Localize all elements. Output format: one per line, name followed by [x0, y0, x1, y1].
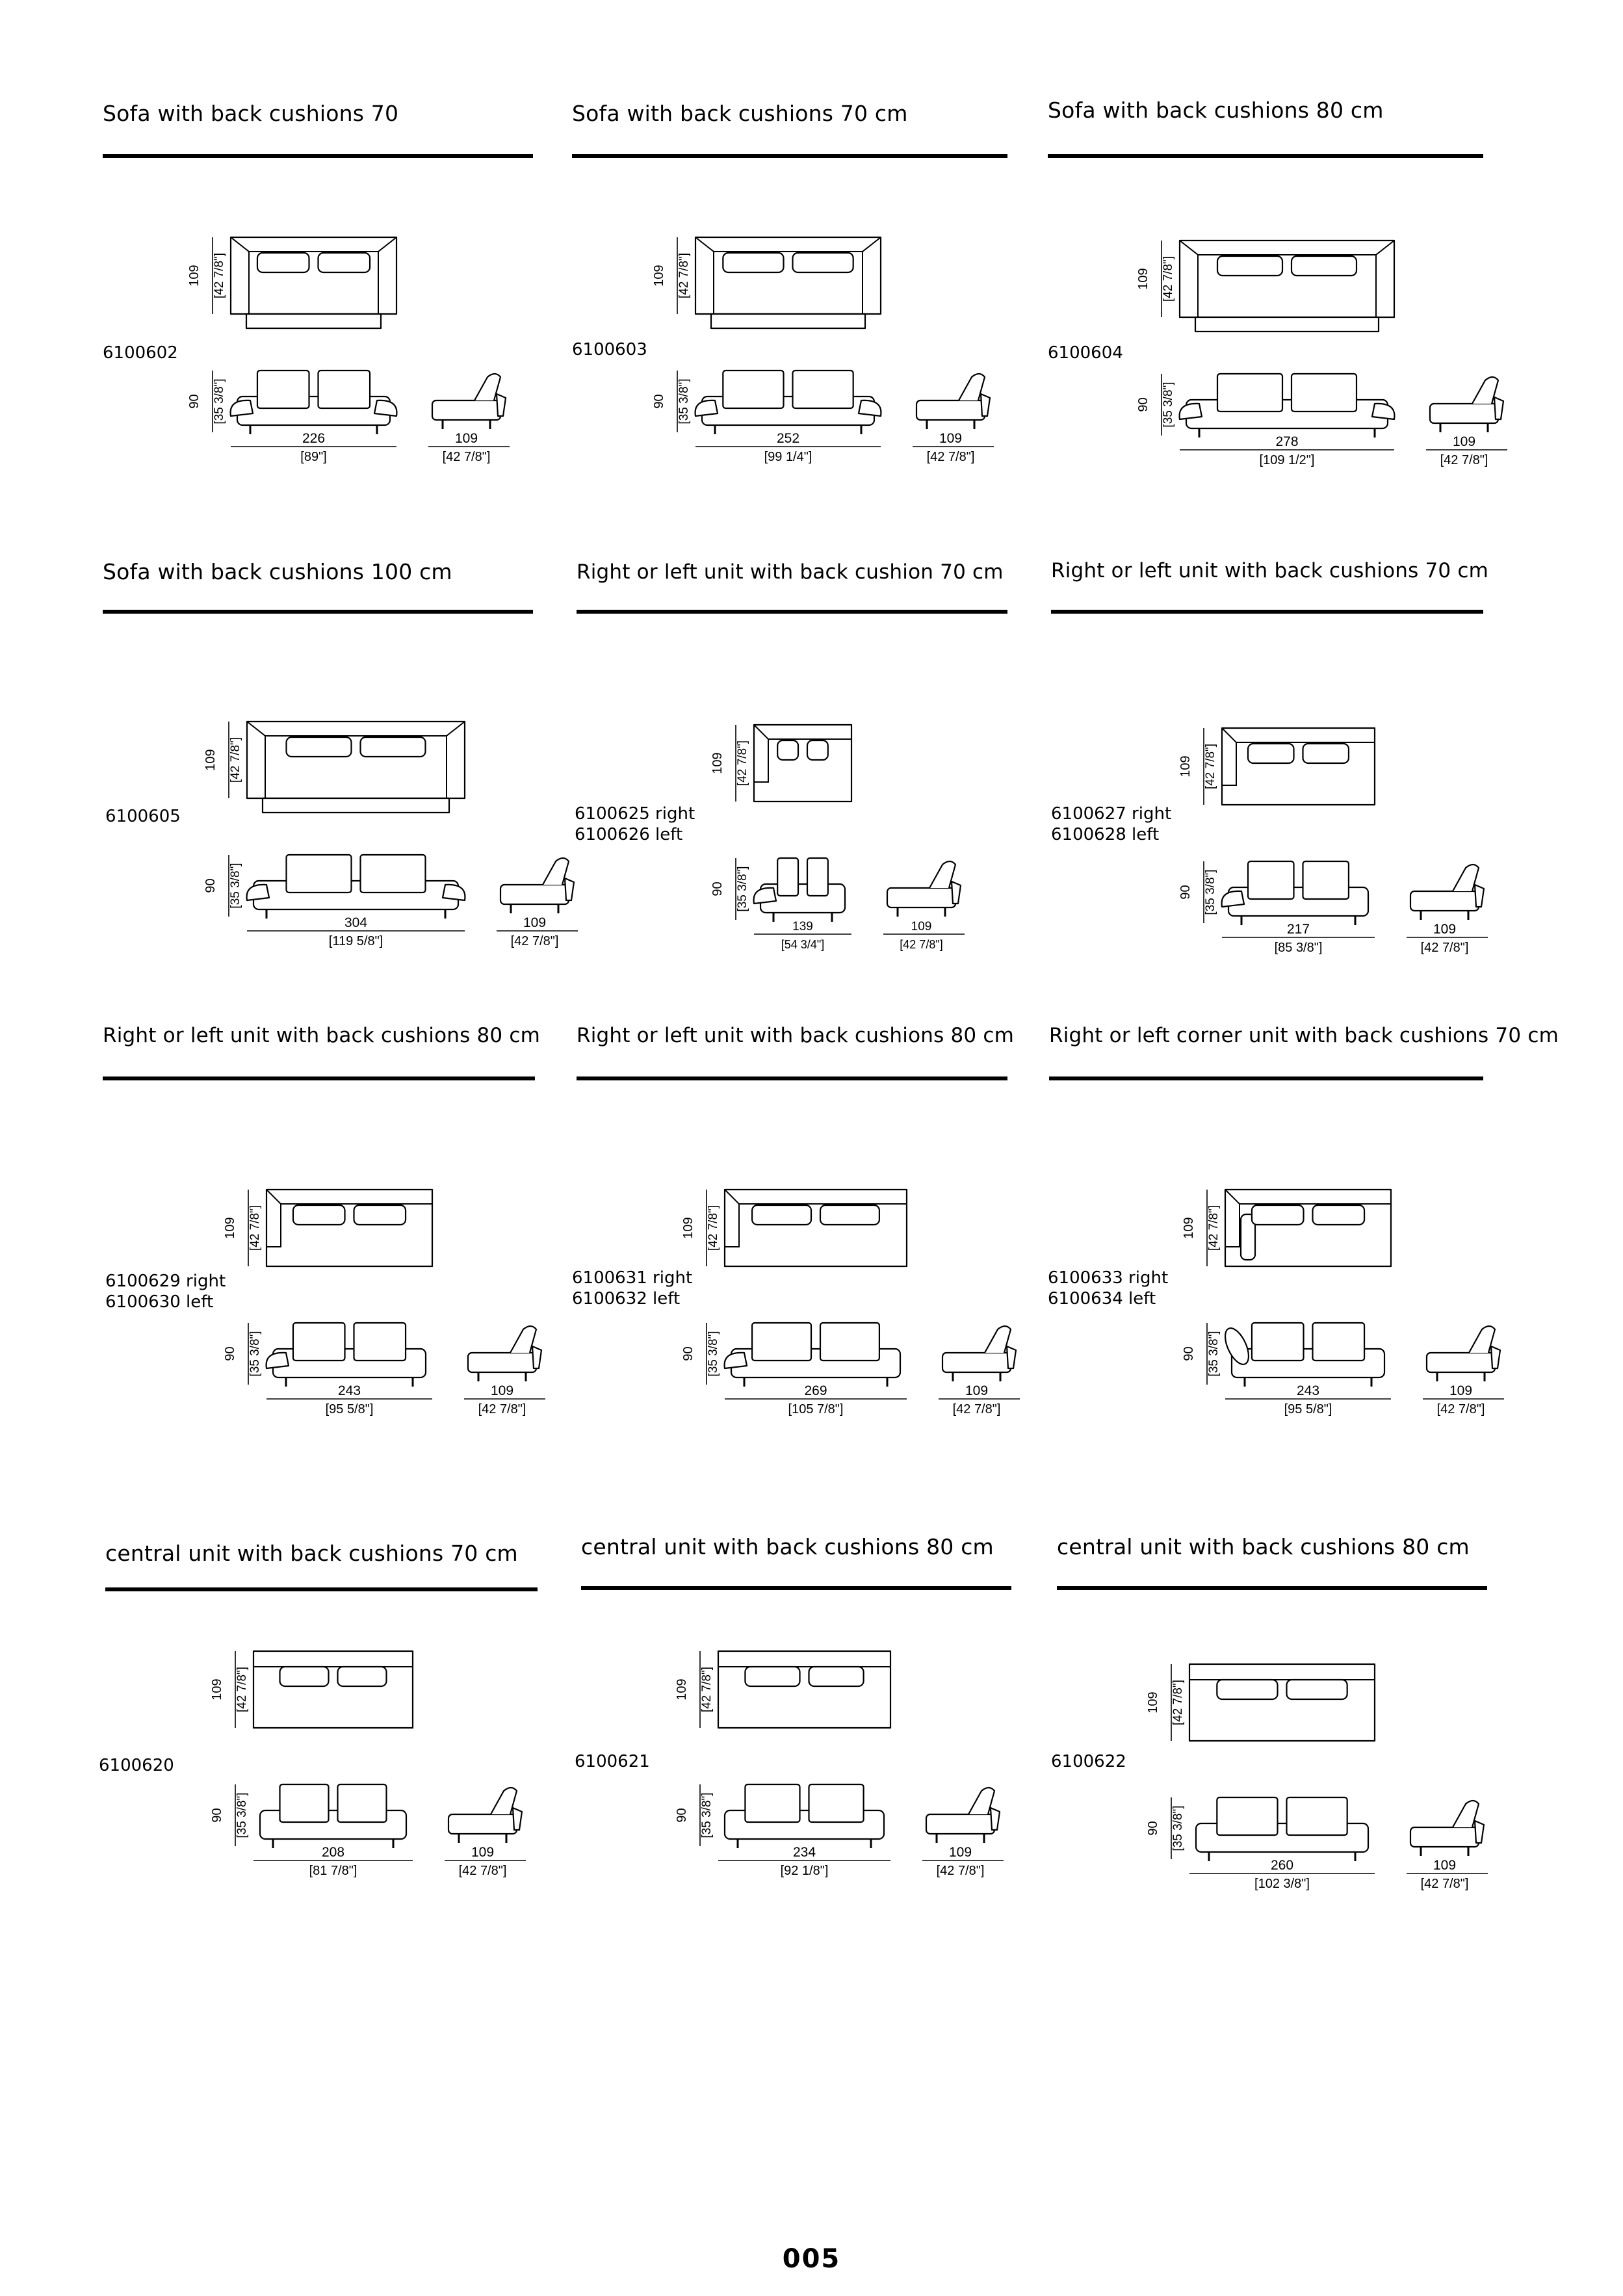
side-depth-value: 109 [965, 1383, 989, 1398]
width-value: 260 [1270, 1858, 1294, 1873]
height-inches: [35 3/8"] [235, 1792, 249, 1838]
back-cushion [809, 1784, 864, 1822]
height-value: 90 [1178, 885, 1193, 900]
product-code: 6100602 [103, 343, 178, 363]
title-rule [577, 610, 1007, 614]
sofa-drawing [666, 1645, 1017, 1882]
top-view-outline [695, 237, 881, 314]
side-arm [497, 394, 506, 416]
width-inches: [99 1/4"] [764, 450, 812, 464]
left-armrest [1222, 891, 1244, 907]
plan-cushion [1287, 1680, 1347, 1699]
item-title: Sofa with back cushions 80 cm [1048, 98, 1384, 123]
side-arm [981, 394, 990, 416]
side-seat [1410, 1827, 1479, 1847]
plan-cushion [777, 740, 798, 760]
top-view-outline [1180, 241, 1394, 317]
side-arm [1494, 397, 1503, 419]
width-value: 243 [1296, 1383, 1320, 1398]
depth-value: 109 [223, 1217, 237, 1239]
side-seat [448, 1814, 517, 1834]
back-cushion [1313, 1323, 1365, 1361]
width-inches: [54 3/4"] [781, 938, 825, 951]
sofa-drawing [702, 718, 975, 965]
product-code: 6100604 [1048, 343, 1123, 363]
depth-inches: [42 7/8"] [677, 252, 691, 299]
item-title: central unit with back cushions 80 cm [581, 1534, 994, 1559]
depth-value: 109 [652, 265, 666, 287]
height-inches: [35 3/8"] [213, 378, 226, 424]
item-title: Sofa with back cushions 70 cm [572, 101, 908, 126]
side-depth-inches: [42 7/8"] [1436, 1402, 1485, 1416]
top-view-outline [247, 722, 465, 798]
height-inches: [35 3/8"] [700, 1792, 714, 1838]
sofa-drawing [214, 1183, 565, 1417]
sofa-drawing [179, 231, 549, 497]
item-title: central unit with back cushions 70 cm [105, 1541, 518, 1566]
plan-cushion [1252, 1205, 1304, 1225]
back-cushion [287, 855, 352, 893]
height-inches: [35 3/8"] [229, 863, 242, 909]
width-inches: [85 3/8"] [1274, 941, 1323, 955]
title-rule [103, 610, 533, 614]
back-cushion [1252, 1323, 1304, 1361]
depth-value: 109 [210, 1678, 224, 1701]
back-cushion [1217, 374, 1282, 411]
side-depth-inches: [42 7/8"] [510, 934, 559, 948]
sofa-drawing [673, 1183, 1037, 1417]
side-depth-inches: [42 7/8"] [926, 450, 975, 464]
height-value: 90 [652, 394, 666, 409]
back-cushion [793, 371, 853, 408]
item-title: Right or left corner unit with back cushions 70 cm [1049, 1024, 1559, 1047]
width-value: 252 [776, 431, 800, 446]
side-depth-value: 109 [911, 920, 932, 933]
plan-cushion [1248, 744, 1293, 763]
height-value: 90 [1182, 1346, 1196, 1361]
width-inches: [119 5/8"] [328, 934, 383, 948]
seat-body [253, 881, 458, 909]
width-value: 217 [1286, 922, 1310, 937]
title-rule [105, 1587, 538, 1591]
height-value: 90 [1146, 1821, 1160, 1836]
depth-inches: [42 7/8"] [1162, 255, 1175, 302]
plan-cushion [1217, 1680, 1277, 1699]
plan-cushion [280, 1667, 329, 1686]
side-depth-inches: [42 7/8"] [1420, 941, 1469, 955]
side-seat [887, 888, 955, 907]
depth-inches: [42 7/8"] [213, 252, 226, 299]
side-depth-value: 109 [1452, 434, 1476, 449]
sofa-drawing [1170, 722, 1501, 962]
depth-inches: [42 7/8"] [1207, 1205, 1221, 1251]
item-title: Right or left unit with back cushions 80 cm [577, 1024, 1015, 1047]
item-title: Right or left unit with back cushions 80 cm [103, 1024, 541, 1047]
height-inches: [35 3/8"] [1171, 1805, 1185, 1851]
product-code: 6100625 right 6100626 left [575, 804, 695, 844]
plan-cushion [257, 253, 309, 272]
sofa-drawing [201, 1645, 552, 1888]
item-title: Sofa with back cushions 100 cm [103, 559, 452, 584]
left-armrest [1180, 404, 1202, 419]
side-depth-value: 109 [1449, 1383, 1473, 1398]
width-value: 226 [302, 431, 326, 446]
product-code: 6100629 right 6100630 left [105, 1272, 226, 1312]
side-arm [532, 1346, 541, 1368]
width-inches: [92 1/8"] [780, 1864, 829, 1878]
top-view-outline [253, 1651, 413, 1728]
height-value: 90 [223, 1346, 237, 1361]
back-cushion [1287, 1797, 1347, 1835]
width-value: 278 [1275, 434, 1299, 449]
depth-value: 109 [1182, 1217, 1196, 1239]
height-value: 90 [203, 878, 218, 893]
height-inches: [35 3/8"] [248, 1331, 262, 1377]
item-title: Right or left unit with back cushions 70 cm [1051, 559, 1489, 582]
plan-cushion [1313, 1205, 1365, 1225]
width-inches: [105 7/8"] [788, 1402, 844, 1416]
right-armrest [443, 885, 465, 900]
back-cushion [807, 858, 828, 896]
plan-cushion [820, 1205, 879, 1225]
height-value: 90 [681, 1346, 695, 1361]
back-cushion [1248, 861, 1293, 899]
top-view-outline [718, 1651, 890, 1728]
height-value: 90 [210, 1808, 224, 1823]
back-cushion [745, 1784, 799, 1822]
plan-cushion [807, 740, 828, 760]
height-inches: [35 3/8"] [736, 866, 749, 912]
depth-inches: [42 7/8"] [1171, 1679, 1185, 1726]
width-value: 208 [321, 1845, 345, 1860]
width-value: 269 [804, 1383, 827, 1398]
side-depth-inches: [42 7/8"] [478, 1402, 526, 1416]
right-armrest [374, 400, 396, 416]
plan-cushion [723, 253, 783, 272]
sofa-drawing [1173, 1183, 1511, 1417]
left-armrest [266, 1353, 289, 1368]
side-depth-value: 109 [1433, 922, 1457, 937]
title-rule [1057, 1586, 1487, 1590]
base [711, 314, 865, 328]
plan-cushion [1217, 256, 1282, 276]
back-cushion [1292, 374, 1357, 411]
base [1195, 317, 1379, 332]
plan-cushion [793, 253, 853, 272]
side-depth-value: 109 [454, 431, 478, 446]
plan-cushion [338, 1667, 387, 1686]
sofa-drawing [195, 715, 572, 962]
side-depth-inches: [42 7/8"] [442, 450, 491, 464]
side-depth-value: 109 [1433, 1858, 1457, 1873]
title-rule [103, 1076, 535, 1080]
left-armrest [754, 888, 776, 904]
width-value: 139 [792, 920, 813, 933]
depth-inches: [42 7/8"] [736, 740, 749, 787]
side-seat [926, 1814, 994, 1834]
width-inches: [102 3/8"] [1254, 1877, 1310, 1891]
side-depth-inches: [42 7/8"] [1440, 453, 1488, 467]
depth-value: 109 [675, 1678, 689, 1701]
left-armrest [247, 885, 269, 900]
seat-body [1186, 400, 1388, 428]
side-depth-value: 109 [490, 1383, 514, 1398]
side-arm [1007, 1346, 1016, 1368]
top-view-outline [231, 237, 396, 314]
title-rule [572, 154, 1007, 158]
height-inches: [35 3/8"] [707, 1331, 720, 1377]
back-cushion [257, 371, 309, 408]
width-inches: [109 1/2"] [1259, 453, 1315, 467]
plan-cushion [318, 253, 370, 272]
item-title: Sofa with back cushions 70 [103, 101, 399, 126]
plan-cushion [809, 1667, 864, 1686]
plan-cushion [293, 1205, 345, 1225]
base [263, 798, 449, 813]
back-cushion [293, 1323, 345, 1361]
width-value: 304 [344, 915, 368, 930]
side-depth-inches: [42 7/8"] [952, 1402, 1001, 1416]
depth-inches: [42 7/8"] [229, 737, 242, 783]
back-cushion [318, 371, 370, 408]
depth-value: 109 [1178, 755, 1193, 777]
page-number: 005 [782, 2244, 841, 2274]
plan-cushion [361, 737, 426, 757]
back-cushion [1217, 1797, 1277, 1835]
depth-inches: [42 7/8"] [707, 1205, 720, 1251]
title-rule [577, 1076, 1007, 1080]
height-inches: [35 3/8"] [1204, 869, 1217, 915]
product-code: 6100627 right 6100628 left [1051, 804, 1172, 844]
side-depth-value: 109 [948, 1845, 972, 1860]
sofa-drawing [643, 231, 1033, 497]
right-armrest [1372, 404, 1394, 419]
plan-cushion [287, 737, 352, 757]
side-depth-inches: [42 7/8"] [900, 938, 943, 951]
back-cushion [354, 1323, 406, 1361]
plan-cushion [752, 1205, 811, 1225]
side-seat [432, 400, 500, 420]
width-inches: [95 5/8"] [325, 1402, 374, 1416]
side-seat [500, 885, 569, 904]
side-arm [1475, 885, 1484, 907]
depth-inches: [42 7/8"] [700, 1666, 714, 1713]
height-inches: [35 3/8"] [677, 378, 691, 424]
side-arm [952, 881, 961, 904]
height-inches: [35 3/8"] [1207, 1331, 1221, 1377]
top-view-outline [1189, 1664, 1375, 1741]
width-value: 243 [337, 1383, 361, 1398]
back-cushion [280, 1784, 329, 1822]
side-depth-inches: [42 7/8"] [936, 1864, 985, 1878]
top-view-outline [266, 1190, 432, 1266]
side-arm [513, 1808, 522, 1830]
depth-inches: [42 7/8"] [1204, 743, 1217, 790]
depth-value: 109 [1146, 1691, 1160, 1714]
title-rule [581, 1586, 1011, 1590]
product-code: 6100633 right 6100634 left [1048, 1268, 1169, 1309]
width-value: 234 [792, 1845, 816, 1860]
height-value: 90 [710, 881, 725, 896]
side-depth-value: 109 [471, 1845, 495, 1860]
side-depth-inches: [42 7/8"] [1420, 1877, 1469, 1891]
side-seat [1427, 1353, 1495, 1372]
sofa-drawing [1128, 234, 1531, 488]
side-seat [1410, 891, 1479, 911]
title-rule [1048, 154, 1483, 158]
left-armrest [695, 400, 718, 416]
left-armrest [725, 1353, 747, 1368]
plan-cushion [745, 1667, 799, 1686]
product-code: 6100620 [99, 1756, 174, 1775]
base [246, 314, 381, 328]
depth-value: 109 [203, 749, 218, 771]
back-cushion [752, 1323, 811, 1361]
depth-value: 109 [681, 1217, 695, 1239]
depth-value: 109 [1136, 268, 1150, 290]
back-cushion [361, 855, 426, 893]
depth-inches: [42 7/8"] [235, 1666, 249, 1713]
title-rule [1051, 610, 1483, 614]
item-title: central unit with back cushions 80 cm [1057, 1534, 1470, 1559]
item-title: Right or left unit with back cushion 70 cm [577, 560, 1004, 584]
width-inches: [81 7/8"] [309, 1864, 357, 1878]
back-cushion [777, 858, 798, 896]
height-value: 90 [675, 1808, 689, 1823]
back-cushion [1303, 861, 1349, 899]
product-code: 6100603 [572, 340, 647, 359]
side-arm [1491, 1346, 1500, 1368]
sofa-drawing [1137, 1658, 1501, 1891]
product-code: 6100621 [575, 1752, 650, 1771]
side-seat [916, 400, 985, 420]
side-depth-value: 109 [939, 431, 963, 446]
side-depth-inches: [42 7/8"] [458, 1864, 507, 1878]
side-seat [942, 1353, 1011, 1372]
height-inches: [35 3/8"] [1162, 382, 1175, 428]
product-code: 6100605 [105, 807, 181, 826]
side-depth-value: 109 [523, 915, 547, 930]
width-inches: [89"] [300, 450, 327, 464]
height-value: 90 [187, 394, 201, 409]
right-armrest [859, 400, 881, 416]
plan-cushion [1292, 256, 1357, 276]
width-inches: [95 5/8"] [1284, 1402, 1332, 1416]
plan-cushion [1303, 744, 1349, 763]
left-armrest [231, 400, 253, 416]
depth-value: 109 [710, 752, 725, 774]
back-cushion [820, 1323, 879, 1361]
product-code: 6100622 [1051, 1752, 1126, 1771]
side-seat [1430, 404, 1498, 423]
side-arm [991, 1808, 1000, 1830]
title-rule [1049, 1076, 1483, 1080]
back-cushion [723, 371, 783, 408]
depth-inches: [42 7/8"] [248, 1205, 262, 1251]
side-arm [1475, 1821, 1484, 1843]
top-view-outline [1222, 728, 1375, 805]
side-arm [565, 878, 574, 900]
height-value: 90 [1136, 397, 1150, 412]
side-seat [468, 1353, 536, 1372]
plan-cushion [354, 1205, 406, 1225]
depth-value: 109 [187, 265, 201, 287]
top-view-outline [725, 1190, 907, 1266]
title-rule [103, 154, 533, 158]
product-code: 6100631 right 6100632 left [572, 1268, 693, 1309]
back-cushion [338, 1784, 387, 1822]
